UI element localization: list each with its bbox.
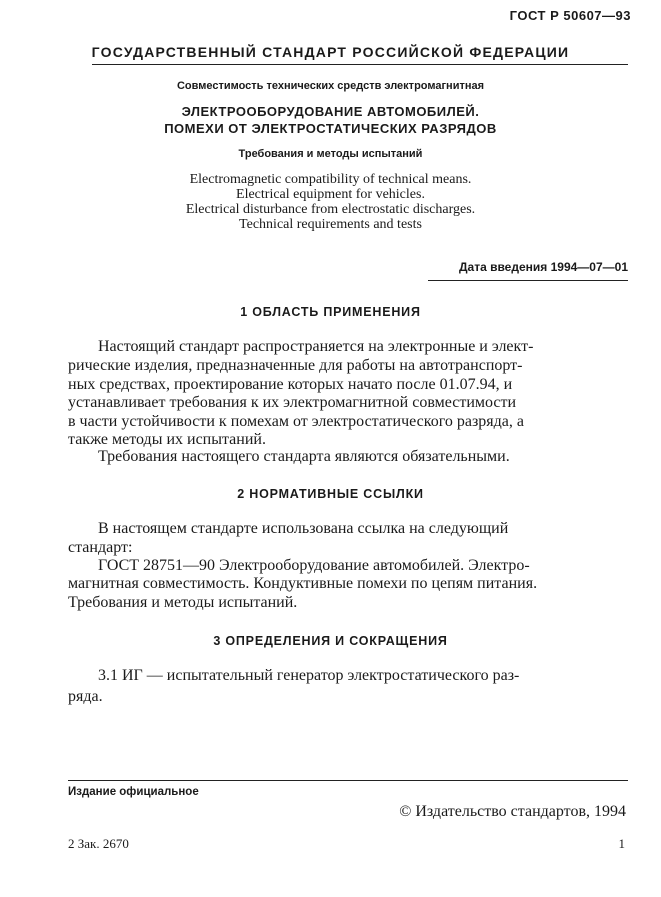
paragraph-line: рические изделия, предназначенные для работы на автотранспорт- <box>68 357 523 374</box>
section-heading-definitions: 3 ОПРЕДЕЛЕНИЯ И СОКРАЩЕНИЯ <box>213 634 448 648</box>
paragraph-line: ных средствах, проектирование которых начато после 01.07.94, и <box>68 376 513 393</box>
official-edition-label: Издание официальное <box>68 786 199 798</box>
paragraph-line: Требования настоящего стандарта являются обязательными. <box>98 448 510 465</box>
section-heading-references: 2 НОРМАТИВНЫЕ ССЫЛКИ <box>237 487 424 501</box>
main-title-line-1: ЭЛЕКТРООБОРУДОВАНИЕ АВТОМОБИЛЕЙ. <box>181 104 480 119</box>
paragraph-line: ряда. <box>68 688 103 705</box>
subtitle-requirements: Требования и методы испытаний <box>238 148 423 160</box>
paragraph-line: Настоящий стандарт распространяется на электронные и элект- <box>98 338 534 355</box>
header-divider <box>92 64 628 65</box>
paragraph-line: В настоящем стандарте использована ссылка на следующий <box>98 520 509 537</box>
order-number: 2 Зак. 2670 <box>68 836 129 851</box>
footer-divider <box>68 780 628 781</box>
english-title-line: Electrical equipment for vehicles. <box>236 187 425 202</box>
paragraph-line: 3.1 ИГ — испытательный генератор электростатического раз- <box>98 667 520 684</box>
publisher-copyright: © Издательство стандартов, 1994 <box>399 803 626 820</box>
paragraph-line: стандарт: <box>68 539 133 556</box>
state-standard-title: ГОСУДАРСТВЕННЫЙ СТАНДАРТ РОССИЙСКОЙ ФЕДЕРАЦИИ <box>91 44 570 60</box>
english-title-line: Technical requirements and tests <box>239 217 422 232</box>
main-title-line-2: ПОМЕХИ ОТ ЭЛЕКТРОСТАТИЧЕСКИХ РАЗРЯДОВ <box>164 121 497 136</box>
subtitle-compatibility: Совместимость технических средств электромагнитная <box>176 80 485 92</box>
english-title-line: Electrical disturbance from electrostatic discharges. <box>185 202 476 217</box>
date-underline <box>428 280 628 281</box>
paragraph-line: магнитная совместимость. Кондуктивные помехи по цепям питания. <box>68 575 538 592</box>
paragraph-line: устанавливает требования к их электромагнитной совместимости <box>68 394 517 411</box>
paragraph-line: также методы их испытаний. <box>68 431 266 448</box>
paragraph-line: в части устойчивости к помехам от электростатического разряда, а <box>68 413 524 430</box>
paragraph-line: ГОСТ 28751—90 Электрооборудование автомобилей. Электро- <box>98 557 530 574</box>
page-number: 1 <box>618 836 625 851</box>
section-heading-scope: 1 ОБЛАСТЬ ПРИМЕНЕНИЯ <box>240 305 421 319</box>
english-title-line: Electromagnetic compatibility of technical means. <box>189 172 472 187</box>
paragraph-line: Требования и методы испытаний. <box>68 594 298 611</box>
introduction-date: Дата введения 1994—07—01 <box>458 260 628 274</box>
document-code: ГОСТ Р 50607—93 <box>509 8 631 23</box>
